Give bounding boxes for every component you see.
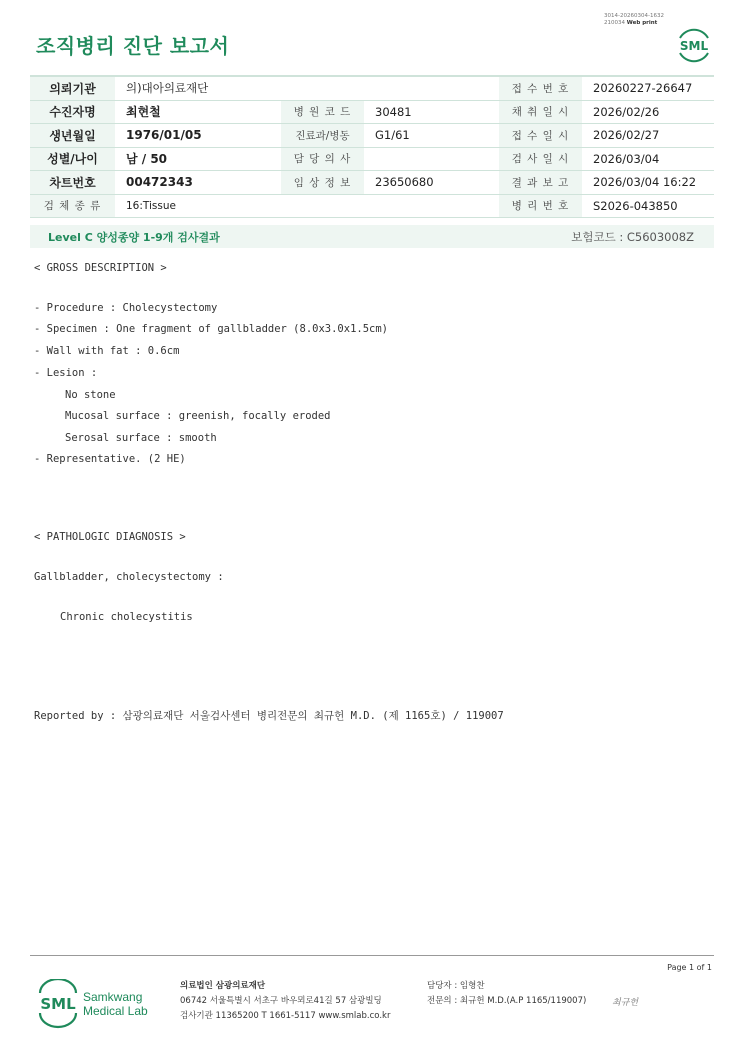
diagnosis-site: Gallbladder, cholecystectomy : bbox=[34, 571, 224, 583]
accession-no-value: 20260227-26647 bbox=[582, 76, 714, 100]
clinical-info-label: 임 상 정 보 bbox=[281, 171, 364, 195]
gross-heading: < GROSS DESCRIPTION > bbox=[34, 262, 167, 274]
org-address: 06742 서울특별시 서초구 바우뫼로41길 57 삼광빌딩 bbox=[180, 996, 382, 1006]
handwritten-signature: 최규헌 bbox=[612, 998, 639, 1008]
reported-by: Reported by : 삼광의료재단 서울검사센터 병리전문의 최규헌 M.D. (제 1165호) / 119007 bbox=[34, 710, 504, 722]
info-row bbox=[30, 100, 714, 124]
footer-logo-text: SML bbox=[40, 995, 76, 1013]
footer-divider bbox=[30, 955, 714, 956]
department-label: 진료과/병동 bbox=[281, 124, 364, 148]
gross-line: - Wall with fat : 0.6cm bbox=[34, 345, 180, 357]
requesting-org-value: 의)대아의료재단 bbox=[115, 76, 499, 100]
collection-date-label: 채 취 일 시 bbox=[499, 100, 582, 124]
org-name: 의료법인 삼광의료재단 bbox=[180, 981, 266, 991]
gross-line: - Specimen : One fragment of gallbladder (8.0x3.0x1.5cm) bbox=[34, 323, 389, 335]
expert-name: 최규헌 M.D.(A.P 1165/119007) bbox=[459, 996, 587, 1006]
gross-line: Serosal surface : smooth bbox=[65, 432, 217, 444]
chart-no-value: 00472343 bbox=[115, 171, 281, 195]
diagnosis-heading: < PATHOLOGIC DIAGNOSIS > bbox=[34, 531, 186, 543]
expert-label: 전문의 : bbox=[427, 996, 458, 1006]
web-print-label: Web print bbox=[626, 20, 658, 26]
physician-label: 담 당 의 사 bbox=[281, 147, 364, 171]
info-row bbox=[30, 124, 714, 148]
test-date-value: 2026/03/04 bbox=[582, 147, 714, 171]
footer-logo-name2: Medical Lab bbox=[83, 1004, 148, 1018]
footer-staff-info bbox=[427, 979, 586, 1009]
receipt-date-label: 접 수 일 시 bbox=[499, 124, 582, 148]
gross-line: No stone bbox=[65, 389, 116, 401]
staff-line bbox=[427, 979, 586, 994]
staff-name: 임형찬 bbox=[459, 981, 485, 991]
requesting-org-label: 의뢰기관 bbox=[30, 76, 115, 100]
staff-label: 담당자 : bbox=[427, 981, 458, 991]
samkwang-logo bbox=[36, 979, 156, 1029]
pathology-no-value: S2026-043850 bbox=[582, 194, 714, 218]
footer-org-info bbox=[180, 979, 390, 1024]
gross-line: - Lesion : bbox=[34, 367, 98, 379]
sex-age-label: 성별/나이 bbox=[30, 147, 115, 171]
footer-logo-name1: Samkwang bbox=[83, 990, 143, 1004]
reference-time: 210034 Web print bbox=[604, 20, 658, 26]
specimen-type-value: 16:Tissue bbox=[115, 194, 499, 218]
diagnosis-result: Chronic cholecystitis bbox=[60, 611, 193, 623]
info-row bbox=[30, 76, 714, 100]
sml-logo bbox=[674, 26, 714, 64]
accession-no-label: 접 수 번 호 bbox=[499, 76, 582, 100]
hospital-code-label: 병 원 코 드 bbox=[281, 100, 364, 124]
patient-name-value: 최현철 bbox=[115, 100, 281, 124]
report-title: 조직병리 진단 보고서 bbox=[36, 34, 230, 58]
sex-age-value: 남 / 50 bbox=[115, 147, 281, 171]
clinical-info-value: 23650680 bbox=[364, 171, 499, 195]
test-level-text: Level C 양성종양 1-9개 검사결과 bbox=[48, 231, 220, 244]
birth-date-value: 1976/01/05 bbox=[115, 124, 281, 148]
logo-text: SML bbox=[679, 39, 709, 53]
birth-date-label: 생년월일 bbox=[30, 124, 115, 148]
receipt-date-value: 2026/02/27 bbox=[582, 124, 714, 148]
report-date-value: 2026/03/04 16:22 bbox=[582, 171, 714, 195]
expert-line bbox=[427, 994, 586, 1009]
page-number: Page 1 of 1 bbox=[667, 963, 712, 972]
report-date-label: 결 과 보 고 bbox=[499, 171, 582, 195]
pathology-no-label: 병 리 번 호 bbox=[499, 194, 582, 218]
physician-value bbox=[364, 147, 499, 171]
info-row bbox=[30, 194, 714, 218]
info-row bbox=[30, 147, 714, 171]
chart-no-label: 차트번호 bbox=[30, 171, 115, 195]
gross-line: Mucosal surface : greenish, focally eroded bbox=[65, 410, 331, 422]
patient-info-table bbox=[30, 75, 714, 218]
print-reference bbox=[604, 13, 694, 27]
info-row bbox=[30, 171, 714, 195]
gross-line: - Procedure : Cholecystectomy bbox=[34, 302, 218, 314]
specimen-type-label: 검 체 종 류 bbox=[30, 194, 115, 218]
org-contact: 검사기관 11365200 T 1661-5117 www.smlab.co.kr bbox=[180, 1011, 391, 1021]
test-level-bar bbox=[30, 225, 714, 248]
test-date-label: 검 사 일 시 bbox=[499, 147, 582, 171]
insurance-code: 보험코드 : C5603008Z bbox=[571, 230, 694, 244]
gross-line: - Representative. (2 HE) bbox=[34, 453, 186, 465]
reference-number: 3014-20260304-1632 bbox=[604, 13, 664, 19]
department-value: G1/61 bbox=[364, 124, 499, 148]
patient-name-label: 수진자명 bbox=[30, 100, 115, 124]
hospital-code-value: 30481 bbox=[364, 100, 499, 124]
collection-date-value: 2026/02/26 bbox=[582, 100, 714, 124]
